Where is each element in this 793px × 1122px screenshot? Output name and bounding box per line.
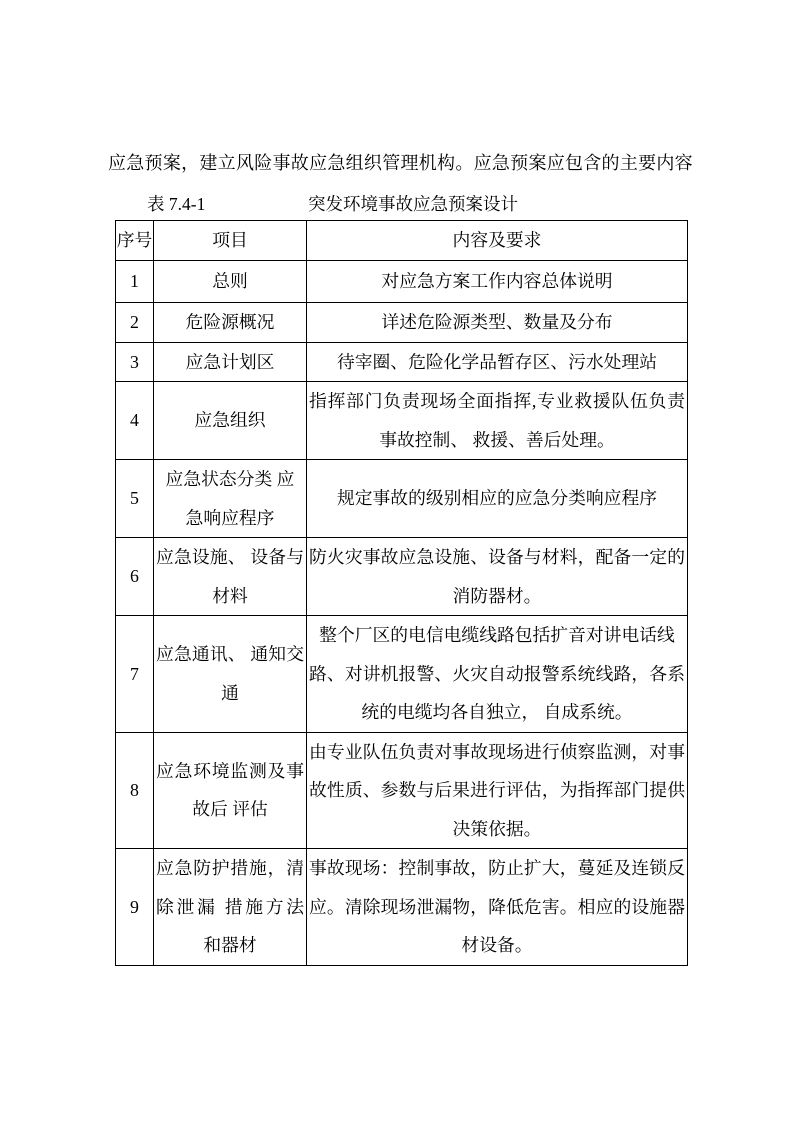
cell-content: 待宰圈、危险化学品暂存区、污水处理站 xyxy=(307,342,688,382)
intro-paragraph: 应急预案，建立风险事故应急组织管理机构。应急预案应包含的主要内容 xyxy=(108,153,693,173)
cell-content: 事故现场：控制事故，防止扩大，蔓延及连锁反 应。清除现场泄漏物，降低危害。相应的设施器 材设备。 xyxy=(307,849,688,966)
cell-no: 8 xyxy=(116,732,154,849)
cell-content: 由专业队伍负责对事故现场进行侦察监测，对事 故性质、参数与后果进行评估，为指挥部门提供 决策依据。 xyxy=(307,732,688,849)
cell-no: 5 xyxy=(116,460,154,538)
table-row xyxy=(116,302,688,342)
emergency-plan-table xyxy=(115,220,688,966)
cell-no: 4 xyxy=(116,382,154,460)
table-row xyxy=(116,342,688,382)
table-row xyxy=(116,460,688,538)
cell-item: 应急组织 xyxy=(154,382,307,460)
table-number: 表 7.4-1 xyxy=(147,194,206,214)
table-row xyxy=(116,538,688,616)
cell-content: 整个厂区的电信电缆线路包括扩音对讲电话线 路、对讲机报警、火灾自动报警系统线路，各系 统的电缆均各自独立， 自成系统。 xyxy=(307,616,688,733)
table-header-row xyxy=(116,221,688,261)
cell-no: 3 xyxy=(116,342,154,382)
table-row xyxy=(116,732,688,849)
cell-item: 应急通讯、 通知交 通 xyxy=(154,616,307,733)
cell-no: 2 xyxy=(116,302,154,342)
header-no: 序号 xyxy=(116,221,154,261)
cell-item: 应急设施、 设备与 材料 xyxy=(154,538,307,616)
cell-no: 9 xyxy=(116,849,154,966)
cell-item: 应急状态分类 应 急响应程序 xyxy=(154,460,307,538)
table-row xyxy=(116,849,688,966)
cell-content: 详述危险源类型、数量及分布 xyxy=(307,302,688,342)
header-content: 内容及要求 xyxy=(307,221,688,261)
cell-item: 总则 xyxy=(154,260,307,302)
table-row xyxy=(116,382,688,460)
cell-no: 6 xyxy=(116,538,154,616)
cell-item: 应急环境监测及事 故后 评估 xyxy=(154,732,307,849)
cell-content: 规定事故的级别相应的应急分类响应程序 xyxy=(307,460,688,538)
cell-no: 7 xyxy=(116,616,154,733)
table-row xyxy=(116,616,688,733)
cell-content: 防火灾事故应急设施、设备与材料，配备一定的 消防器材。 xyxy=(307,538,688,616)
cell-content: 对应急方案工作内容总体说明 xyxy=(307,260,688,302)
table-row xyxy=(116,260,688,302)
cell-item: 危险源概况 xyxy=(154,302,307,342)
cell-no: 1 xyxy=(116,260,154,302)
cell-content: 指挥部门负责现场全面指挥,专业救援队伍负责 事故控制、 救援、善后处理。 xyxy=(307,382,688,460)
table-title: 突发环境事故应急预案设计 xyxy=(308,194,518,214)
header-item: 项目 xyxy=(154,221,307,261)
cell-item: 应急防护措施，清 除泄漏 措施方法 和器材 xyxy=(154,849,307,966)
cell-item: 应急计划区 xyxy=(154,342,307,382)
